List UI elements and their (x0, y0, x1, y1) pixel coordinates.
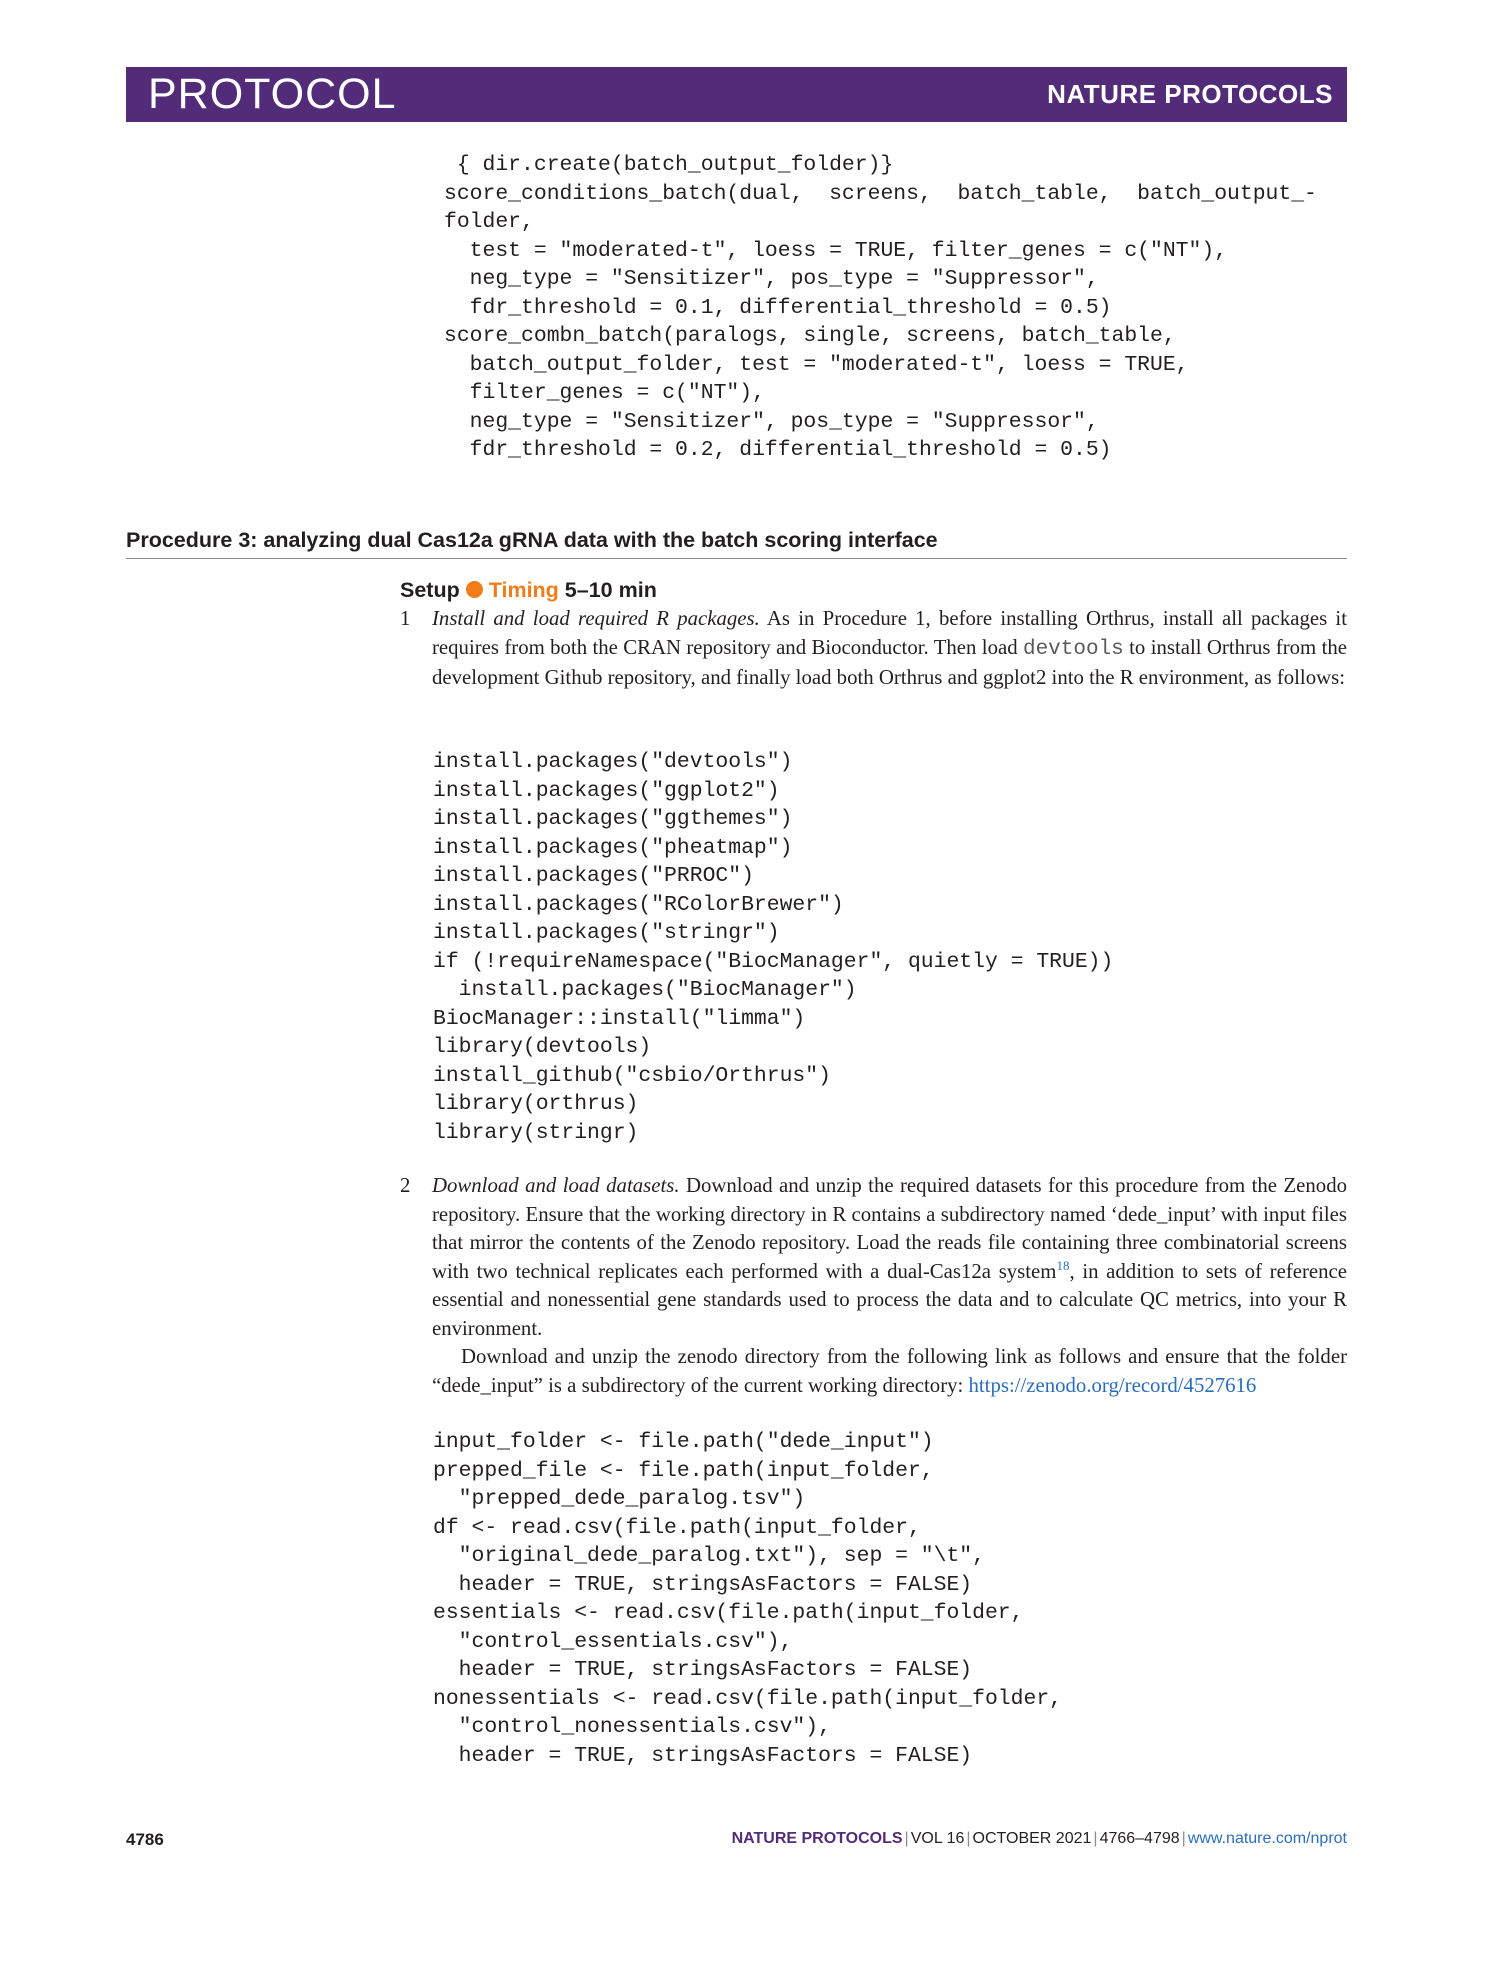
code-block-batch-scoring: { dir.create(batch_output_folder)} score_conditions_batch(dual, screens, batch_table, batch_output_- folder, test = "moderated-t", loess = TRUE, filter_genes = c("NT"), neg_type = "Sensitizer", pos_type = "Suppressor", fdr_threshold = 0.1, differential_threshold = 0.5) score_combn_batch(paralogs, single, screens, batch_table, batch_output_folder, test = "moderated-t", loess = TRUE, filter_genes = c("NT"), neg_type = "Sensitizer", pos_type = "Suppressor", fdr_threshold = 0.2, differential_threshold = 0.5) (444, 153, 1317, 462)
footer-citation (732, 1830, 1347, 1848)
zenodo-link[interactable]: https://zenodo.org/record/4527616 (968, 1373, 1257, 1397)
footer-separator: | (966, 1830, 971, 1847)
setup-label: Setup (400, 578, 460, 602)
step-text: Download and unzip the required datasets for this procedure from the Zenodo repository. Ensure that the working directory in R contains a subdirectory named ‘dede_input’ with input files that mirror the contents of the Zenodo repository. Load the reads file containing three combinatorial screens with two technical replicates each performed with a dual-Cas12a system (432, 1174, 1348, 1283)
footer-separator: | (904, 1830, 909, 1847)
section-label: PROTOCOL (148, 70, 397, 118)
timing-label: Timing (488, 578, 559, 602)
timing-value: 5–10 min (564, 578, 657, 602)
code-block-install-packages: install.packages("devtools") install.packages("ggplot2") install.packages("ggthemes") install.packages("pheatmap") install.packages("PRROC") install.packages("RColorBrewer") install.packages("stringr") if (!requireNamespace("BiocManager", quietly = TRUE)) install.packages("BiocManager") BiocManager::install("limma") library(devtools) install_github("csbio/Orthrus") library(orthrus) library(stringr) (433, 750, 1114, 1145)
header-banner (126, 67, 1347, 122)
step-text: , in addition to sets of reference essential and nonessential gene standards used to process the data and to calculate QC metrics, into your R environment. (432, 1259, 1347, 1340)
footer-date: OCTOBER 2021 (972, 1830, 1092, 1847)
footer-url[interactable]: www.nature.com/nprot (1187, 1830, 1347, 1847)
code-block-load-data: input_folder <- file.path("dede_input") prepped_file <- file.path(input_folder, "prepped_dede_paralog.tsv") df <- read.csv(file.path(input_folder, "original_dede_paralog.txt"), sep = "\t", header = TRUE, stringsAsFactors = FALSE) essentials <- read.csv(file.path(input_folder, "control_essentials.csv"), header = TRUE, stringsAsFactors = FALSE) nonessentials <- read.csv(file.path(input_folder, "control_nonessentials.csv"), header = TRUE, stringsAsFactors = FALSE) (433, 1430, 1062, 1768)
page-number: 4786 (126, 1830, 164, 1849)
journal-label: NATURE PROTOCOLS (1047, 79, 1333, 109)
footer-journal: NATURE PROTOCOLS (731, 1830, 903, 1847)
step-number: 1 (400, 607, 411, 630)
step-2 (400, 1172, 1348, 1343)
step-number: 2 (400, 1174, 411, 1197)
footer-separator: | (1093, 1830, 1098, 1847)
step-text: to install Orthrus from the development Github repository, and finally load both Orthrus and ggplot2 into the R environment, as follows: (432, 635, 1347, 689)
setup-heading (400, 576, 657, 604)
footer-separator: | (1181, 1830, 1186, 1847)
step-1 (400, 605, 1347, 693)
inline-code: devtools (1022, 637, 1124, 661)
step-subtext: Download and unzip the zenodo directory from the following link as follows and ensure that the folder “dede_input” is a subdirectory of the current working directory: (432, 1345, 1347, 1397)
footer-pages: 4766–4798 (1099, 1830, 1180, 1847)
footer-volume: VOL 16 (910, 1830, 965, 1847)
section-heading: Procedure 3: analyzing dual Cas12a gRNA data with the batch scoring interface (126, 526, 1347, 559)
timing-dot-icon (466, 581, 483, 598)
reference-citation[interactable]: 18 (1056, 1257, 1070, 1273)
step-title: Install and load required R packages. (432, 607, 760, 630)
step-title: Download and load datasets. (432, 1174, 680, 1197)
step-2-subtext (432, 1343, 1347, 1400)
step-text: As in Procedure 1, before installing Orthrus, install all packages it requires from both the CRAN repository and Bioconductor. Then load (432, 607, 1347, 659)
